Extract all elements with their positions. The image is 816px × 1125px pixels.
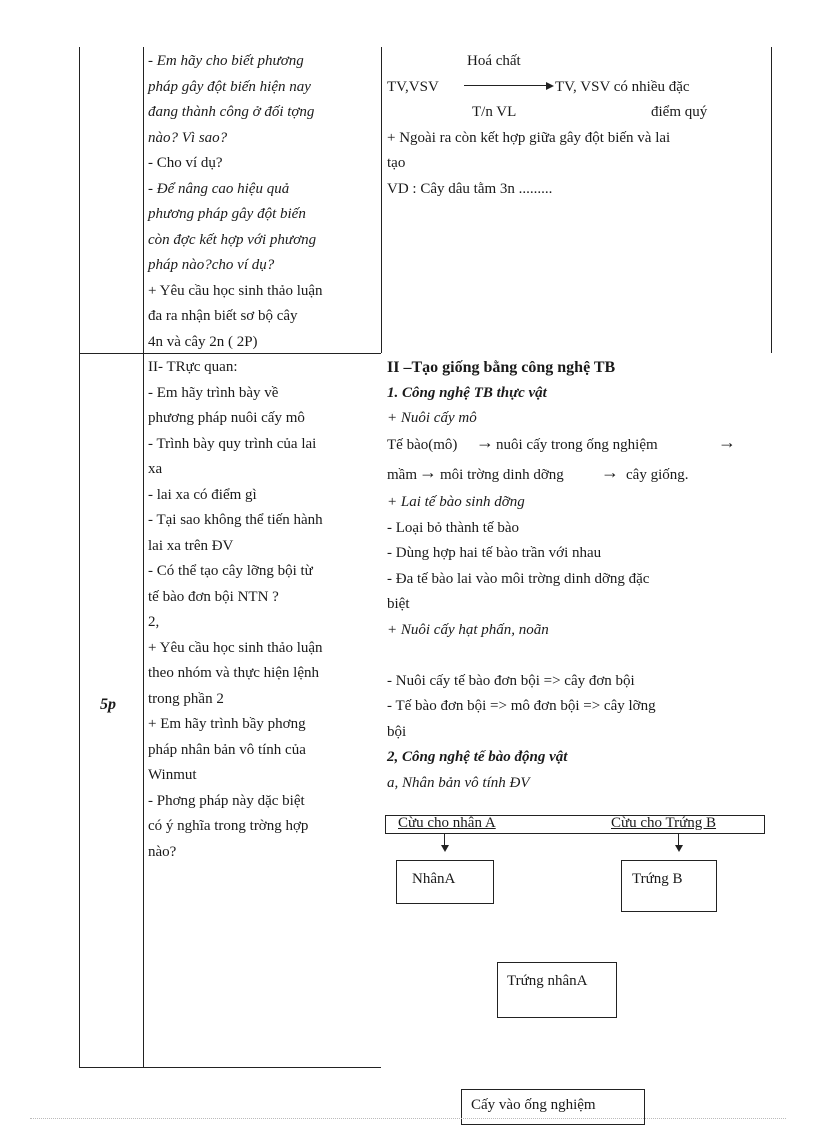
- subsection-heading: 1. Công nghệ TB thực vật: [387, 384, 547, 401]
- row2-question-line: - lai xa có điểm gì: [148, 486, 257, 503]
- row2-answer-line: - Đa tế bào lai vào môi trờng dinh dỡng đặc: [387, 570, 650, 587]
- diagram-egg-b-box: [621, 860, 717, 912]
- right-arrow-icon: →: [718, 432, 736, 452]
- reaction-arrow-top-label: Hoá chất: [467, 53, 521, 69]
- row1-question-line: phương pháp gây đột biến: [148, 206, 306, 222]
- reaction-arrow-right-label: TV, VSV có nhiều đặc: [555, 78, 690, 95]
- row1-question-line: pháp gây đột biến hiện nay: [148, 78, 311, 95]
- row2-answer-line: + Nuôi cấy mô: [387, 410, 477, 426]
- row2-answer-line: + Nuôi cấy hạt phấn, noãn: [387, 621, 549, 638]
- row2-question-line: - Em hãy trình bày về: [148, 384, 279, 401]
- right-arrow-icon: →: [419, 462, 437, 482]
- row1-answer-line: tạo: [387, 155, 406, 171]
- table-col-divider-2: [381, 47, 382, 353]
- row1-question-line: 4n và cây 2n ( 2P): [148, 333, 258, 350]
- reaction-arrow-left-label: TV,VSV: [387, 78, 439, 95]
- down-arrow-icon: [675, 845, 683, 852]
- row2-question-line: phương pháp nuôi cấy mô: [148, 410, 305, 426]
- row2-answer-line: - Dùng hợp hai tế bào trần với nhau: [387, 545, 602, 561]
- row1-question-line: nào? Vì sao?: [148, 129, 228, 146]
- diagram-egg-nucleus-box: [497, 962, 617, 1018]
- row2-answer-line: bội: [387, 723, 407, 740]
- row2-answer-line: Tế bào(mô): [387, 437, 458, 453]
- row2-question-line: - Tại sao không thể tiến hành: [148, 512, 323, 528]
- table-col-divider-1: [143, 47, 144, 1068]
- row2-question-line: pháp nhân bản vô tính của: [148, 741, 306, 758]
- diagram-donor-egg-label: Cừu cho Trứng B: [611, 815, 717, 831]
- diagram-nucleus-a-label: NhânA: [412, 871, 456, 887]
- table-right-border: [771, 47, 772, 353]
- page-footer-rule: [30, 1118, 786, 1119]
- row2-answer-line: - Tế bào đơn bội => mô đơn bội => cây lỡng: [387, 698, 656, 714]
- row2-question-line: - Trình bày quy trình của lai: [148, 435, 317, 452]
- row2-time-label: 5p: [100, 696, 116, 713]
- table-bottom-border: [79, 1067, 381, 1068]
- row2-answer-line: cây giống.: [626, 467, 689, 483]
- diagram-culture-label: Cấy vào ống nghiệm: [471, 1097, 596, 1113]
- row2-question-line: + Em hãy trình bầy phơng: [148, 716, 306, 732]
- row2-question-line: - Phơng pháp này dặc biệt: [148, 792, 305, 809]
- row1-question-line: + Yêu cầu học sinh thảo luận: [148, 282, 323, 299]
- row2-question-line: theo nhóm và thực hiện lệnh: [148, 665, 320, 681]
- diagram-egg-nucleus-label: Trứng nhânA: [507, 973, 588, 989]
- row2-question-line: nào?: [148, 843, 177, 860]
- row2-question-line: có ý nghĩa trong trờng hợp: [148, 818, 309, 834]
- row2-question-line: trong phần 2: [148, 690, 224, 707]
- diagram-egg-b-label: Trứng B: [632, 871, 683, 887]
- row1-answer-line: + Ngoài ra còn kết hợp giữa gây đột biến và lai: [387, 129, 671, 146]
- row2-question-line: 2,: [148, 614, 160, 630]
- diagram-nucleus-a-box: [396, 860, 494, 904]
- down-arrow-icon: [441, 845, 449, 852]
- row2-answer-line: nuôi cấy trong ống nghiệm: [496, 437, 658, 453]
- row2-answer-line: mầm: [387, 467, 417, 483]
- row2-question-line: Winmut: [148, 767, 197, 783]
- row1-question-line: đa ra nhận biết sơ bộ cây: [148, 308, 298, 324]
- row2-question-line: - Có thể tạo cây lỡng bội từ: [148, 563, 313, 579]
- reaction-arrow-bottom-label: T/n VL: [472, 104, 517, 120]
- row2-question-line: tế bào đơn bội NTN ?: [148, 588, 279, 605]
- row2-answer-line: - Nuôi cấy tế bào đơn bội => cây đơn bội: [387, 672, 635, 689]
- reaction-arrowhead-icon: [546, 82, 554, 90]
- row1-question-line: - Cho ví dụ?: [148, 155, 223, 171]
- row2-answer-line: + Lai tế bào sinh dỡng: [387, 494, 525, 510]
- row2-question-line: lai xa trên ĐV: [148, 537, 234, 554]
- row2-answer-line: môi trờng dinh dỡng: [440, 467, 564, 483]
- row2-question-line: xa: [148, 461, 163, 477]
- row1-question-line: - Em hãy cho biết phương: [148, 53, 304, 69]
- section-heading: II –Tạo giống bằng công nghệ TB: [387, 359, 616, 376]
- table-left-border: [79, 47, 80, 1068]
- diagram-donor-nucleus-label: Cừu cho nhân A: [398, 815, 496, 831]
- right-arrow-icon: →: [476, 432, 494, 452]
- diagram-culture-box: [461, 1089, 645, 1125]
- row2-question-line: II- TRực quan:: [148, 359, 238, 375]
- row2-answer-line: - Loại bỏ thành tế bào: [387, 519, 520, 536]
- row1-question-line: - Để nâng cao hiệu quả: [148, 180, 290, 197]
- row1-question-line: còn đợc kết hợp với phương: [148, 231, 317, 248]
- row2-answer-line: biệt: [387, 596, 410, 612]
- row1-question-line: đang thành công ở đối tợng: [148, 104, 315, 120]
- row1-question-line: pháp nào?cho ví dụ?: [148, 257, 275, 273]
- right-arrow-icon: →: [601, 462, 619, 482]
- subsection-heading: 2, Công nghệ tế bào động vật: [387, 749, 568, 765]
- reaction-arrow-line: [464, 85, 548, 86]
- row2-answer-line: a, Nhân bản vô tính ĐV: [387, 774, 530, 791]
- reaction-arrow-bottom-right-label: điểm quý: [651, 104, 708, 120]
- row2-question-line: + Yêu cầu học sinh thảo luận: [148, 639, 323, 656]
- row1-answer-line: VD : Cây dâu tằm 3n .........: [387, 180, 553, 197]
